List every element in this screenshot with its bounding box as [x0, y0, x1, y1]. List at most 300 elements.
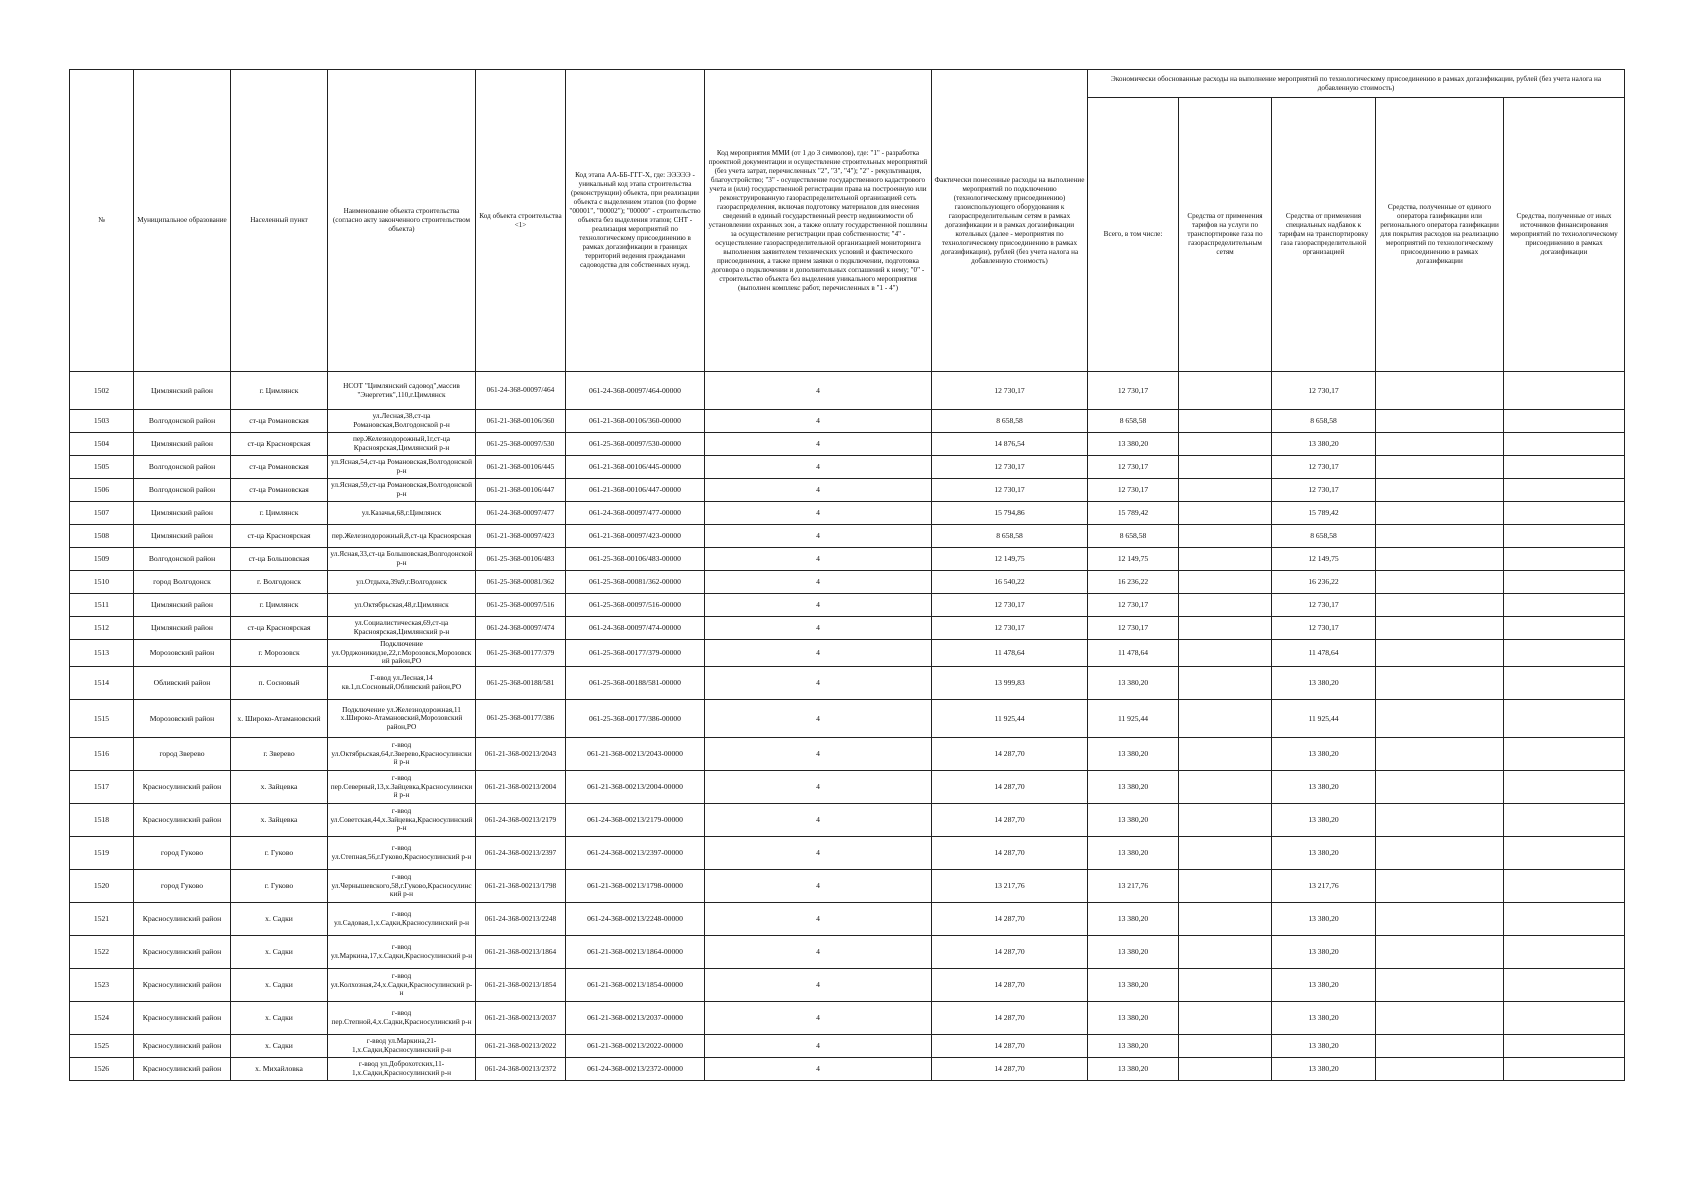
stage-code-cell: 061-21-368-00213/1854-00000 [566, 969, 705, 1002]
row-number: 1518 [70, 804, 134, 837]
actual-costs-cell: 14 287,70 [932, 1035, 1088, 1058]
stage-code-cell: 061-21-368-00213/2043-00000 [566, 738, 705, 771]
other-sources-cell [1504, 433, 1625, 456]
settlement-cell: х. Садки [231, 903, 328, 936]
municipality-cell: Волгодонской район [134, 410, 231, 433]
header-object-code: Код объекта строительства <1> [476, 70, 566, 372]
total-cell: 13 380,20 [1088, 936, 1179, 969]
settlement-cell: х. Широко-Атамановский [231, 700, 328, 738]
special-markup-cell: 11 478,64 [1272, 640, 1376, 667]
municipality-cell: Цимлянский район [134, 617, 231, 640]
single-operator-cell [1376, 640, 1504, 667]
actual-costs-cell: 11 925,44 [932, 700, 1088, 738]
actual-costs-cell: 11 478,64 [932, 640, 1088, 667]
object-code-cell: 061-24-368-00213/2179 [476, 804, 566, 837]
row-number: 1507 [70, 502, 134, 525]
settlement-cell: г. Гуково [231, 870, 328, 903]
stage-code-cell: 061-21-368-00106/445-00000 [566, 456, 705, 479]
object-code-cell: 061-21-368-00213/1854 [476, 969, 566, 1002]
special-markup-cell: 12 149,75 [1272, 548, 1376, 571]
special-markup-cell: 15 789,42 [1272, 502, 1376, 525]
municipality-cell: Волгодонской район [134, 548, 231, 571]
other-sources-cell [1504, 594, 1625, 617]
row-number: 1515 [70, 700, 134, 738]
actual-costs-cell: 14 287,70 [932, 738, 1088, 771]
settlement-cell: п. Сосновый [231, 667, 328, 700]
single-operator-cell [1376, 571, 1504, 594]
total-cell: 13 380,20 [1088, 903, 1179, 936]
object-code-cell: 061-21-368-00106/360 [476, 410, 566, 433]
settlement-cell: х. Садки [231, 1035, 328, 1058]
object-code-cell: 061-21-368-00213/2022 [476, 1035, 566, 1058]
tariff-cell [1179, 804, 1272, 837]
object-name-cell: ул.Казачья,68,г.Цимлянск [328, 502, 476, 525]
object-name-cell: Подключение ул.Орджоникидзе,22,г.Морозовск,Морозовский район,РО [328, 640, 476, 667]
table-row [70, 870, 1625, 903]
special-markup-cell: 13 217,76 [1272, 870, 1376, 903]
actual-costs-cell: 14 287,70 [932, 837, 1088, 870]
total-cell: 12 730,17 [1088, 594, 1179, 617]
measure-code-cell: 4 [705, 594, 932, 617]
tariff-cell [1179, 410, 1272, 433]
stage-code-cell: 061-24-368-00097/464-00000 [566, 372, 705, 410]
object-name-cell: пер.Железнодорожный,8,ст-ца Красноярская [328, 525, 476, 548]
other-sources-cell [1504, 617, 1625, 640]
municipality-cell: Цимлянский район [134, 502, 231, 525]
object-code-cell: 061-24-368-00097/464 [476, 372, 566, 410]
single-operator-cell [1376, 771, 1504, 804]
measure-code-cell: 4 [705, 936, 932, 969]
other-sources-cell [1504, 804, 1625, 837]
stage-code-cell: 061-21-368-00213/1798-00000 [566, 870, 705, 903]
settlement-cell: х. Зайцевка [231, 804, 328, 837]
stage-code-cell: 061-21-368-00213/1864-00000 [566, 936, 705, 969]
single-operator-cell [1376, 936, 1504, 969]
table-row [70, 1058, 1625, 1081]
tariff-cell [1179, 903, 1272, 936]
row-number: 1521 [70, 903, 134, 936]
actual-costs-cell: 14 287,70 [932, 903, 1088, 936]
measure-code-cell: 4 [705, 372, 932, 410]
other-sources-cell [1504, 738, 1625, 771]
single-operator-cell [1376, 410, 1504, 433]
stage-code-cell: 061-25-368-00081/362-00000 [566, 571, 705, 594]
stage-code-cell: 061-21-368-00106/360-00000 [566, 410, 705, 433]
actual-costs-cell: 12 730,17 [932, 456, 1088, 479]
special-markup-cell: 13 380,20 [1272, 804, 1376, 837]
other-sources-cell [1504, 1002, 1625, 1035]
settlement-cell: х. Садки [231, 936, 328, 969]
measure-code-cell: 4 [705, 738, 932, 771]
municipality-cell: Цимлянский район [134, 372, 231, 410]
object-code-cell: 061-25-368-00097/530 [476, 433, 566, 456]
table-row [70, 837, 1625, 870]
other-sources-cell [1504, 667, 1625, 700]
tariff-cell [1179, 870, 1272, 903]
total-cell: 15 789,42 [1088, 502, 1179, 525]
header-actual-costs: Фактически понесенные расходы на выполнение мероприятий по подключению (технологическому присоединению) газоиспользующего оборудования к газораспределительным сетям в рамках догазификации и в рамках догазификации котельных (далее - мероприятия по технологическому присоединению в рамках догазификации), рублей (без учета налога на добавленную стоимость) [932, 70, 1088, 372]
measure-code-cell: 4 [705, 700, 932, 738]
row-number: 1512 [70, 617, 134, 640]
other-sources-cell [1504, 771, 1625, 804]
actual-costs-cell: 14 287,70 [932, 771, 1088, 804]
total-cell: 13 380,20 [1088, 667, 1179, 700]
special-markup-cell: 8 658,58 [1272, 410, 1376, 433]
total-cell: 12 730,17 [1088, 456, 1179, 479]
row-number: 1513 [70, 640, 134, 667]
other-sources-cell [1504, 870, 1625, 903]
other-sources-cell [1504, 456, 1625, 479]
special-markup-cell: 12 730,17 [1272, 372, 1376, 410]
total-cell: 12 149,75 [1088, 548, 1179, 571]
stage-code-cell: 061-25-368-00177/379-00000 [566, 640, 705, 667]
other-sources-cell [1504, 479, 1625, 502]
other-sources-cell [1504, 525, 1625, 548]
other-sources-cell [1504, 969, 1625, 1002]
total-cell: 13 380,20 [1088, 969, 1179, 1002]
object-code-cell: 061-21-368-00213/2037 [476, 1002, 566, 1035]
measure-code-cell: 4 [705, 433, 932, 456]
single-operator-cell [1376, 456, 1504, 479]
measure-code-cell: 4 [705, 1002, 932, 1035]
row-number: 1504 [70, 433, 134, 456]
single-operator-cell [1376, 837, 1504, 870]
other-sources-cell [1504, 502, 1625, 525]
table-row [70, 548, 1625, 571]
object-code-cell: 061-24-368-00213/2372 [476, 1058, 566, 1081]
row-number: 1514 [70, 667, 134, 700]
object-name-cell: ул.Ясная,54,ст-ца Романовская,Волгодонской р-н [328, 456, 476, 479]
table-row [70, 525, 1625, 548]
municipality-cell: Красносулинский район [134, 969, 231, 1002]
single-operator-cell [1376, 700, 1504, 738]
single-operator-cell [1376, 969, 1504, 1002]
document-sheet [69, 69, 1624, 1081]
row-number: 1523 [70, 969, 134, 1002]
costs-table [69, 69, 1625, 1081]
table-row [70, 700, 1625, 738]
single-operator-cell [1376, 1058, 1504, 1081]
table-row [70, 771, 1625, 804]
other-sources-cell [1504, 1035, 1625, 1058]
special-markup-cell: 13 380,20 [1272, 433, 1376, 456]
row-number: 1516 [70, 738, 134, 771]
municipality-cell: город Гуково [134, 837, 231, 870]
municipality-cell: город Зверево [134, 738, 231, 771]
special-markup-cell: 13 380,20 [1272, 771, 1376, 804]
object-name-cell: Г-ввод ул.Лесная,14 кв.1,п.Сосновый,Обливский район,РО [328, 667, 476, 700]
total-cell: 13 380,20 [1088, 771, 1179, 804]
total-cell: 13 217,76 [1088, 870, 1179, 903]
object-name-cell: пер.Железнодорожный,1г,ст-ца Красноярская,Цимлянский р-н [328, 433, 476, 456]
object-name-cell: ул.Социалистическая,69,ст-ца Красноярская,Цимлянский р-н [328, 617, 476, 640]
stage-code-cell: 061-24-368-00213/2397-00000 [566, 837, 705, 870]
tariff-cell [1179, 771, 1272, 804]
table-row [70, 502, 1625, 525]
tariff-cell [1179, 936, 1272, 969]
table-row [70, 410, 1625, 433]
row-number: 1520 [70, 870, 134, 903]
header-other-sources: Средства, полученные от иных источников финансирования мероприятий по технологическому присоединению в рамках догазификации [1504, 98, 1625, 372]
tariff-cell [1179, 594, 1272, 617]
table-row [70, 571, 1625, 594]
object-code-cell: 061-24-368-00097/477 [476, 502, 566, 525]
object-name-cell: г-ввод ул.Маркина,17,х.Садки,Красносулинский р-н [328, 936, 476, 969]
table-row [70, 667, 1625, 700]
measure-code-cell: 4 [705, 456, 932, 479]
measure-code-cell: 4 [705, 502, 932, 525]
other-sources-cell [1504, 372, 1625, 410]
special-markup-cell: 13 380,20 [1272, 1035, 1376, 1058]
measure-code-cell: 4 [705, 1058, 932, 1081]
header-econ-group: Экономически обоснованные расходы на выполнение мероприятий по технологическому присоединению в рамках догазификации, рублей (без учета налога на добавленную стоимость) [1088, 70, 1625, 98]
settlement-cell: г. Зверево [231, 738, 328, 771]
municipality-cell: город Гуково [134, 870, 231, 903]
object-code-cell: 061-21-368-00106/447 [476, 479, 566, 502]
settlement-cell: г. Цимлянск [231, 372, 328, 410]
settlement-cell: ст-ца Красноярская [231, 525, 328, 548]
settlement-cell: ст-ца Романовская [231, 410, 328, 433]
municipality-cell: Красносулинский район [134, 903, 231, 936]
tariff-cell [1179, 837, 1272, 870]
special-markup-cell: 16 236,22 [1272, 571, 1376, 594]
object-name-cell: г-ввод ул.Степная,56,г.Гуково,Красносулинский р-н [328, 837, 476, 870]
object-code-cell: 061-24-368-00213/2248 [476, 903, 566, 936]
single-operator-cell [1376, 502, 1504, 525]
object-name-cell: Подключение ул.Железнодорожная,11 х.Широко-Атамановский,Морозовский район,РО [328, 700, 476, 738]
measure-code-cell: 4 [705, 667, 932, 700]
single-operator-cell [1376, 372, 1504, 410]
object-code-cell: 061-21-368-00213/1864 [476, 936, 566, 969]
object-name-cell: ул.Ясная,33,ст-ца Большовская,Волгодонской р-н [328, 548, 476, 571]
settlement-cell: г. Цимлянск [231, 502, 328, 525]
header-measure-code: Код мероприятия ММИ (от 1 до 3 символов), где: "1" - разработка проектной документации и осуществление строительных мероприятий (без учета затрат, перечисленных "2", "3", "4"); "2" - рекультивация, благоустройство; "3" - осуществление государственного кадастрового учета и (или) государственной регистрации права на построенную или реконструированную газораспределительной организацией сеть газораспределения, включая подготовку материалов для внесения сведений в единый государственный реестр недвижимости об установлении охранных зон, а также оплату государственной пошлины за осуществление регистрации прав собственности; "4" - осуществление газораспределительной организацией мониторинга выполнения заявителем технических условий и фактического присоединения, а также прием заявки о подключении, подготовка договора о подключении и дополнительных соглашений к нему; "0" - строительство объекта без выделения уникального мероприятия (выполнен комплекс работ, перечисленных в "1 - 4") [705, 70, 932, 372]
stage-code-cell: 061-24-368-00213/2179-00000 [566, 804, 705, 837]
special-markup-cell: 12 730,17 [1272, 479, 1376, 502]
actual-costs-cell: 14 287,70 [932, 969, 1088, 1002]
row-number: 1525 [70, 1035, 134, 1058]
object-code-cell: 061-24-368-00213/2397 [476, 837, 566, 870]
measure-code-cell: 4 [705, 479, 932, 502]
row-number: 1505 [70, 456, 134, 479]
special-markup-cell: 13 380,20 [1272, 936, 1376, 969]
tariff-cell [1179, 502, 1272, 525]
single-operator-cell [1376, 479, 1504, 502]
stage-code-cell: 061-25-368-00097/516-00000 [566, 594, 705, 617]
actual-costs-cell: 14 287,70 [932, 936, 1088, 969]
total-cell: 13 380,20 [1088, 1058, 1179, 1081]
row-number: 1503 [70, 410, 134, 433]
special-markup-cell: 12 730,17 [1272, 594, 1376, 617]
municipality-cell: Красносулинский район [134, 936, 231, 969]
object-name-cell: ул.Лесная,38,ст-ца Романовская,Волгодонской р-н [328, 410, 476, 433]
tariff-cell [1179, 525, 1272, 548]
table-header [70, 70, 1625, 372]
municipality-cell: Обливский район [134, 667, 231, 700]
settlement-cell: ст-ца Красноярская [231, 617, 328, 640]
single-operator-cell [1376, 903, 1504, 936]
object-code-cell: 061-25-368-00081/362 [476, 571, 566, 594]
actual-costs-cell: 14 287,70 [932, 804, 1088, 837]
object-code-cell: 061-21-368-00213/2004 [476, 771, 566, 804]
object-name-cell: г-ввод ул.Чернышевского,58,г.Гуково,Красносулинский р-н [328, 870, 476, 903]
object-code-cell: 061-25-368-00177/386 [476, 700, 566, 738]
object-name-cell: г-ввод ул.Садовая,1,х.Садки,Красносулинский р-н [328, 903, 476, 936]
special-markup-cell: 13 380,20 [1272, 1058, 1376, 1081]
object-code-cell: 061-21-368-00213/2043 [476, 738, 566, 771]
row-number: 1511 [70, 594, 134, 617]
settlement-cell: г. Морозовск [231, 640, 328, 667]
object-code-cell: 061-25-368-00188/581 [476, 667, 566, 700]
other-sources-cell [1504, 837, 1625, 870]
settlement-cell: ст-ца Красноярская [231, 433, 328, 456]
municipality-cell: Волгодонской район [134, 479, 231, 502]
table-row [70, 738, 1625, 771]
tariff-cell [1179, 617, 1272, 640]
tariff-cell [1179, 738, 1272, 771]
object-name-cell: г-ввод ул.Советская,44,х.Зайцевка,Красносулинский р-н [328, 804, 476, 837]
object-code-cell: 061-25-368-00106/483 [476, 548, 566, 571]
measure-code-cell: 4 [705, 525, 932, 548]
object-name-cell: НСОТ "Цимлянский садовод",массив "Энергетик",110,г.Цимлянск [328, 372, 476, 410]
single-operator-cell [1376, 594, 1504, 617]
actual-costs-cell: 12 730,17 [932, 372, 1088, 410]
measure-code-cell: 4 [705, 804, 932, 837]
stage-code-cell: 061-24-368-00213/2248-00000 [566, 903, 705, 936]
total-cell: 11 925,44 [1088, 700, 1179, 738]
stage-code-cell: 061-24-368-00097/477-00000 [566, 502, 705, 525]
row-number: 1510 [70, 571, 134, 594]
special-markup-cell: 11 925,44 [1272, 700, 1376, 738]
header-stage-code: Код этапа АА-ББ-ГГГ-Х, где: ЭЭЭЭЭ - уникальный код этапа строительства (реконструкции) объекта, при реализации объекта с выделением этапов (по форме "00001", "00002"); "00000" - строительство объекта без выделения этапов; СНТ - реализация мероприятий по технологическому присоединению в рамках догазификации в границах территорий ведения гражданами садоводства для собственных нужд. [566, 70, 705, 372]
header-special-markup: Средства от применения специальных надбавок к тарифам на транспортировку газа газораспределительной организацией [1272, 98, 1376, 372]
table-row [70, 617, 1625, 640]
object-code-cell: 061-25-368-00177/379 [476, 640, 566, 667]
measure-code-cell: 4 [705, 548, 932, 571]
stage-code-cell: 061-21-368-00097/423-00000 [566, 525, 705, 548]
settlement-cell: х. Садки [231, 969, 328, 1002]
table-row [70, 903, 1625, 936]
municipality-cell: Красносулинский район [134, 1035, 231, 1058]
table-row [70, 372, 1625, 410]
actual-costs-cell: 14 287,70 [932, 1058, 1088, 1081]
header-tariff-transport: Средства от применения тарифов на услуги по транспортировке газа по газораспределительным сетям [1179, 98, 1272, 372]
measure-code-cell: 4 [705, 640, 932, 667]
tariff-cell [1179, 372, 1272, 410]
stage-code-cell: 061-25-368-00106/483-00000 [566, 548, 705, 571]
table-row [70, 936, 1625, 969]
row-number: 1506 [70, 479, 134, 502]
settlement-cell: ст-ца Большовская [231, 548, 328, 571]
other-sources-cell [1504, 903, 1625, 936]
special-markup-cell: 13 380,20 [1272, 738, 1376, 771]
single-operator-cell [1376, 548, 1504, 571]
special-markup-cell: 12 730,17 [1272, 456, 1376, 479]
stage-code-cell: 061-21-368-00213/2004-00000 [566, 771, 705, 804]
table-row [70, 433, 1625, 456]
object-code-cell: 061-21-368-00213/1798 [476, 870, 566, 903]
single-operator-cell [1376, 738, 1504, 771]
header-municipality: Муниципальное образование [134, 70, 231, 372]
table-row [70, 456, 1625, 479]
single-operator-cell [1376, 525, 1504, 548]
stage-code-cell: 061-24-368-00213/2372-00000 [566, 1058, 705, 1081]
actual-costs-cell: 8 658,58 [932, 525, 1088, 548]
actual-costs-cell: 12 730,17 [932, 594, 1088, 617]
other-sources-cell [1504, 640, 1625, 667]
header-total: Всего, в том числе: [1088, 98, 1179, 372]
actual-costs-cell: 13 999,83 [932, 667, 1088, 700]
object-name-cell: ул.Ясная,59,ст-ца Романовская,Волгодонской р-н [328, 479, 476, 502]
settlement-cell: г. Цимлянск [231, 594, 328, 617]
total-cell: 13 380,20 [1088, 804, 1179, 837]
measure-code-cell: 4 [705, 969, 932, 1002]
single-operator-cell [1376, 870, 1504, 903]
row-number: 1522 [70, 936, 134, 969]
other-sources-cell [1504, 571, 1625, 594]
measure-code-cell: 4 [705, 771, 932, 804]
table-row [70, 479, 1625, 502]
total-cell: 8 658,58 [1088, 410, 1179, 433]
header-object-name: Наименование объекта строительства (согласно акту законченного строительством объекта) [328, 70, 476, 372]
total-cell: 12 730,17 [1088, 372, 1179, 410]
tariff-cell [1179, 1035, 1272, 1058]
table-row [70, 594, 1625, 617]
row-number: 1524 [70, 1002, 134, 1035]
actual-costs-cell: 12 730,17 [932, 479, 1088, 502]
actual-costs-cell: 8 658,58 [932, 410, 1088, 433]
object-name-cell: г-ввод пер.Северный,13,х.Зайцевка,Красносулинский р-н [328, 771, 476, 804]
tariff-cell [1179, 1058, 1272, 1081]
tariff-cell [1179, 433, 1272, 456]
actual-costs-cell: 12 149,75 [932, 548, 1088, 571]
municipality-cell: Красносулинский район [134, 1002, 231, 1035]
total-cell: 12 730,17 [1088, 617, 1179, 640]
actual-costs-cell: 14 287,70 [932, 1002, 1088, 1035]
other-sources-cell [1504, 548, 1625, 571]
total-cell: 13 380,20 [1088, 433, 1179, 456]
object-code-cell: 061-25-368-00097/516 [476, 594, 566, 617]
object-name-cell: ул.Отдыха,39а9,г.Волгодонск [328, 571, 476, 594]
object-name-cell: г-ввод ул.Колхозная,24,х.Садки,Красносулинский р-н [328, 969, 476, 1002]
object-code-cell: 061-24-368-00097/474 [476, 617, 566, 640]
table-row [70, 1002, 1625, 1035]
special-markup-cell: 12 730,17 [1272, 617, 1376, 640]
municipality-cell: Красносулинский район [134, 1058, 231, 1081]
municipality-cell: Цимлянский район [134, 525, 231, 548]
municipality-cell: Цимлянский район [134, 594, 231, 617]
municipality-cell: Цимлянский район [134, 433, 231, 456]
tariff-cell [1179, 640, 1272, 667]
municipality-cell: Красносулинский район [134, 771, 231, 804]
total-cell: 13 380,20 [1088, 1002, 1179, 1035]
single-operator-cell [1376, 1002, 1504, 1035]
tariff-cell [1179, 479, 1272, 502]
other-sources-cell [1504, 936, 1625, 969]
stage-code-cell: 061-25-368-00177/386-00000 [566, 700, 705, 738]
stage-code-cell: 061-25-368-00097/530-00000 [566, 433, 705, 456]
settlement-cell: г. Гуково [231, 837, 328, 870]
stage-code-cell: 061-25-368-00188/581-00000 [566, 667, 705, 700]
actual-costs-cell: 12 730,17 [932, 617, 1088, 640]
row-number: 1517 [70, 771, 134, 804]
total-cell: 13 380,20 [1088, 738, 1179, 771]
row-number: 1509 [70, 548, 134, 571]
table-row [70, 969, 1625, 1002]
tariff-cell [1179, 969, 1272, 1002]
header-num: № [70, 70, 134, 372]
table-row [70, 640, 1625, 667]
